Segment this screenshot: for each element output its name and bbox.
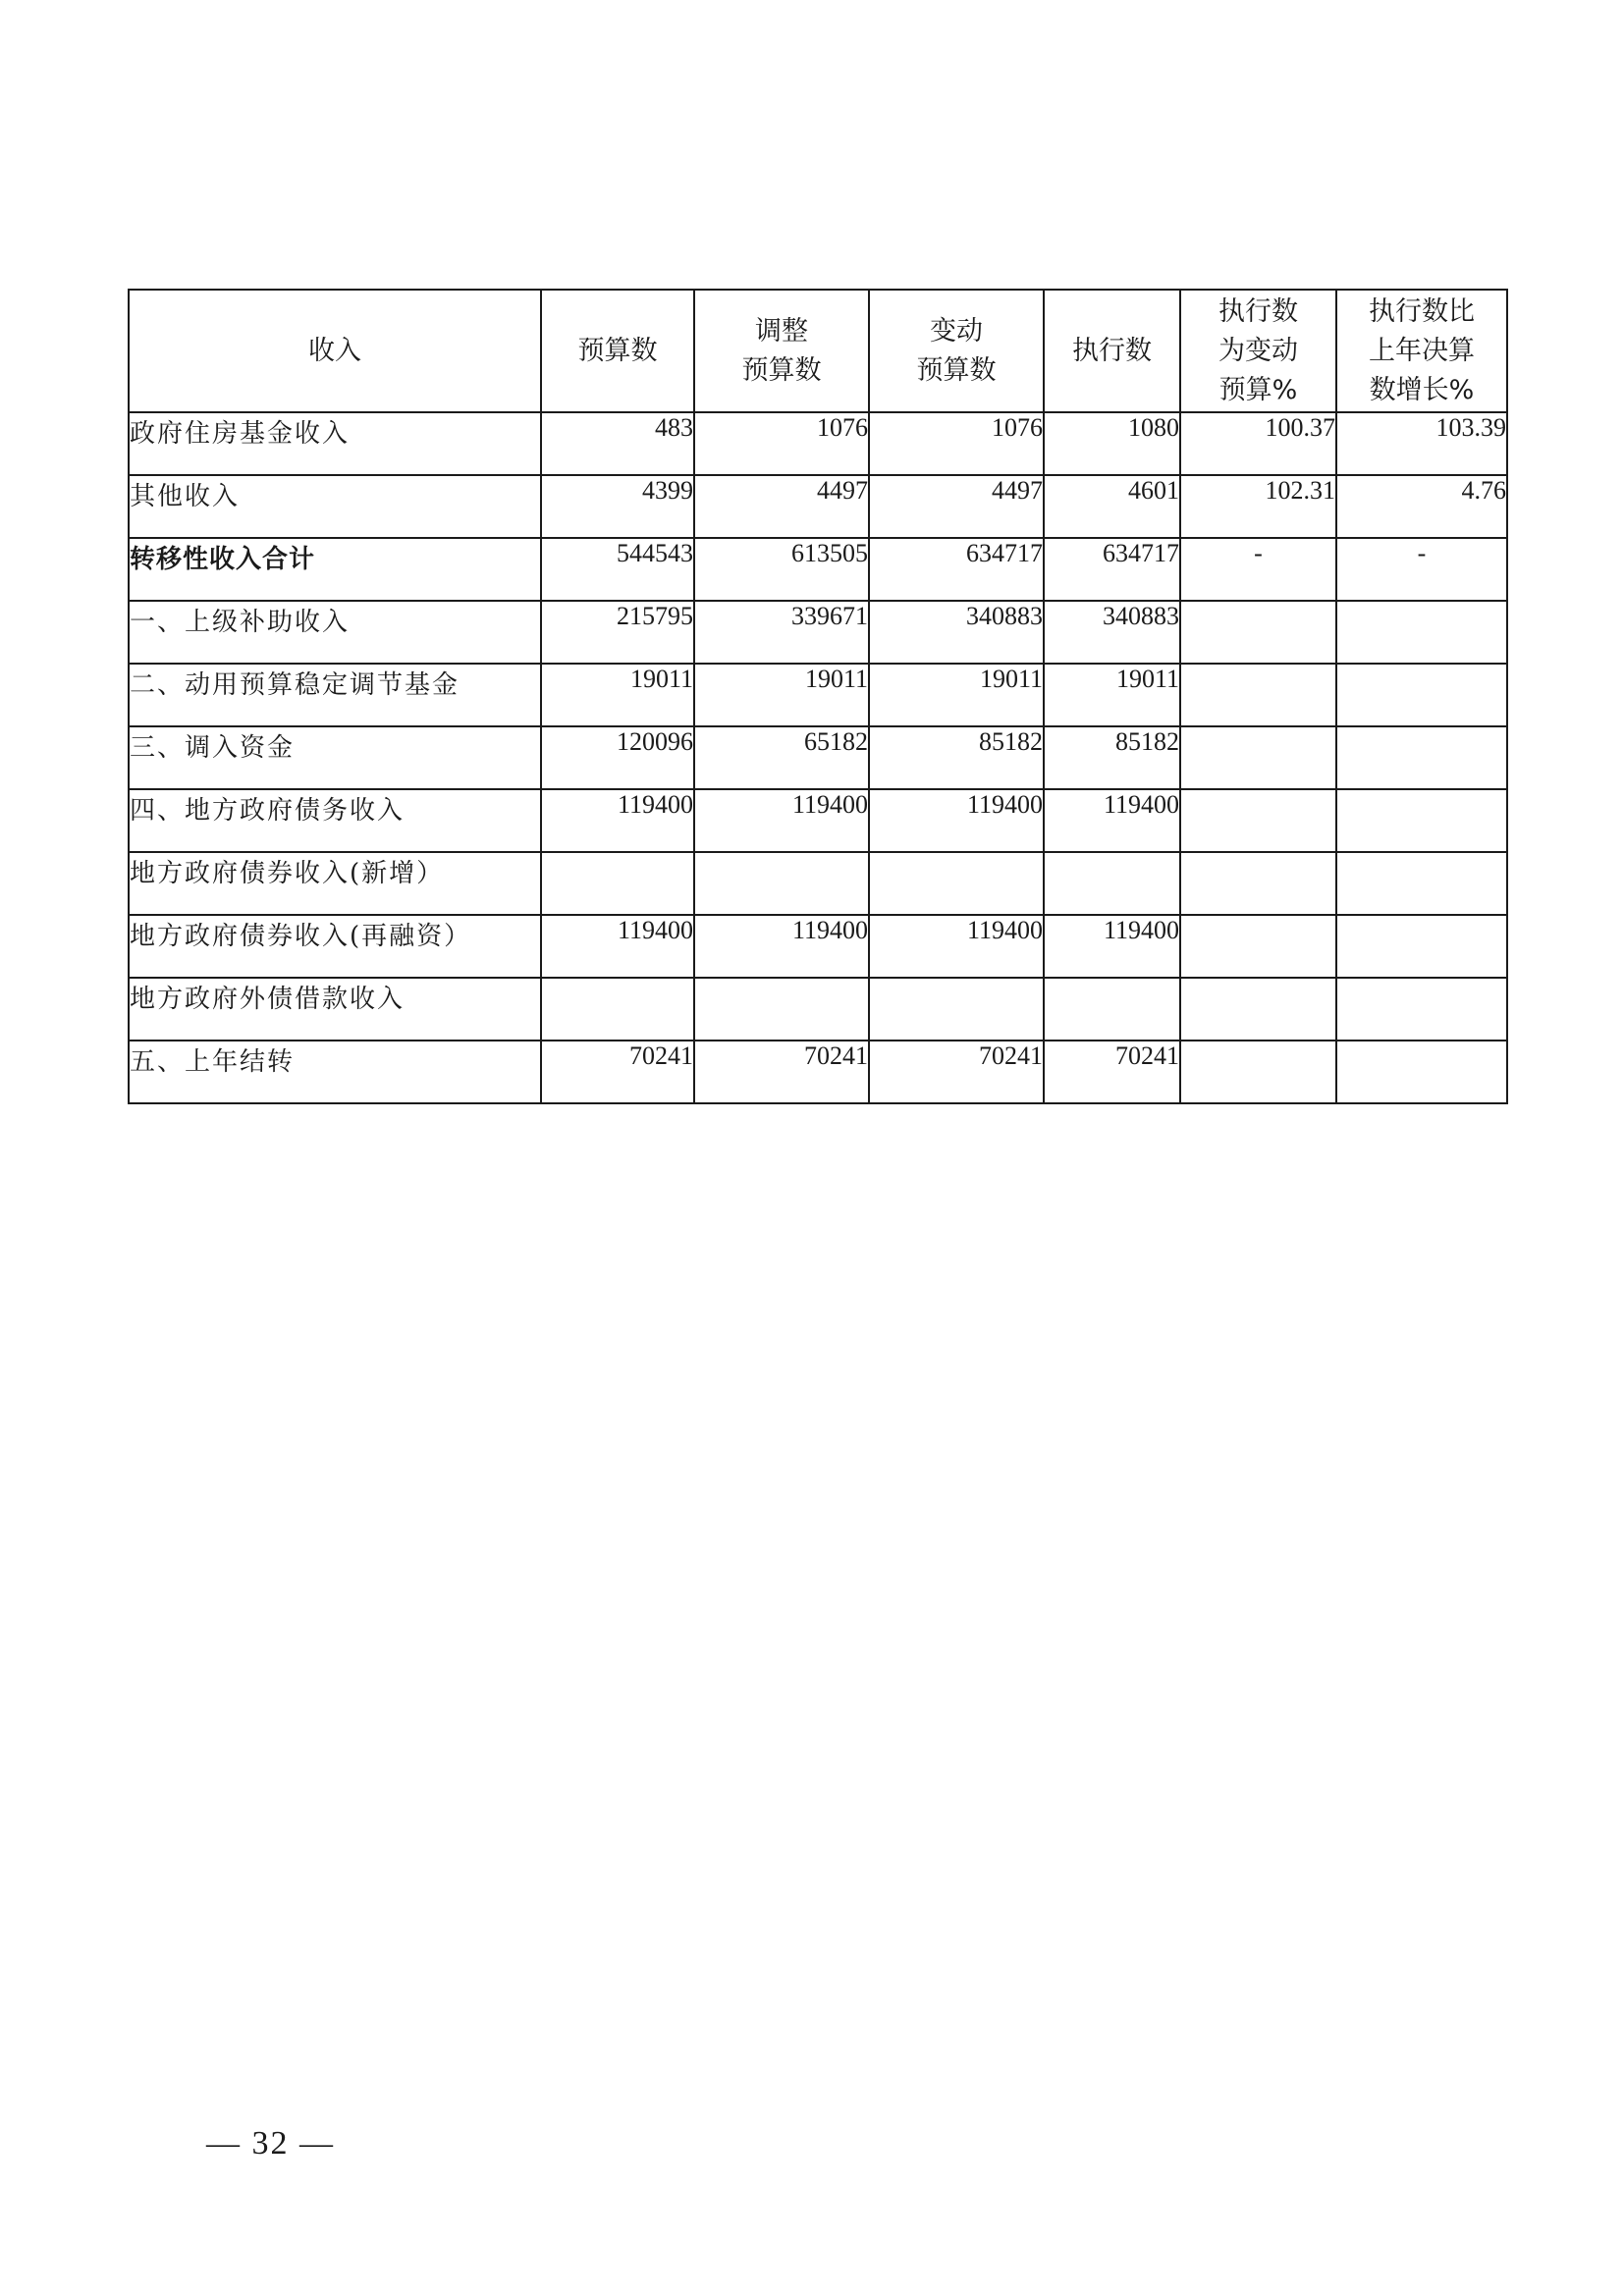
table-cell: 634717 (1044, 538, 1180, 601)
header-revenue: 收入 (129, 290, 541, 412)
table-cell: 119400 (1044, 789, 1180, 852)
revenue-table (128, 289, 1508, 1104)
table-cell: 4.76 (1336, 475, 1507, 538)
header-exec-pct-of-changed: 执行数 为变动 预算% (1180, 290, 1336, 412)
table-cell: 19011 (1044, 664, 1180, 726)
row-label: 地方政府外债借款收入 (129, 978, 541, 1041)
table-cell: 1080 (1044, 412, 1180, 475)
row-label: 四、地方政府债务收入 (129, 789, 541, 852)
table-cell: 119400 (869, 789, 1044, 852)
table-cell (1180, 664, 1336, 726)
table-cell: 4601 (1044, 475, 1180, 538)
table-cell: 4497 (869, 475, 1044, 538)
table-cell: 70241 (869, 1041, 1044, 1103)
table-cell: 119400 (694, 915, 869, 978)
table-row (129, 601, 1507, 664)
table-row (129, 726, 1507, 789)
table-row (129, 475, 1507, 538)
table-cell (1180, 601, 1336, 664)
header-growth-vs-last-year: 执行数比 上年决算 数增长% (1336, 290, 1507, 412)
table-row (129, 1041, 1507, 1103)
row-label: 二、动用预算稳定调节基金 (129, 664, 541, 726)
row-label: 三、调入资金 (129, 726, 541, 789)
table-cell: 4399 (541, 475, 694, 538)
table-cell: 339671 (694, 601, 869, 664)
row-label: 地方政府债券收入(再融资） (129, 915, 541, 978)
table-cell (1336, 664, 1507, 726)
table-cell (1180, 915, 1336, 978)
header-executed: 执行数 (1044, 290, 1180, 412)
header-changed-budget: 变动 预算数 (869, 290, 1044, 412)
table-cell: 70241 (1044, 1041, 1180, 1103)
table-cell: 19011 (541, 664, 694, 726)
table-row (129, 412, 1507, 475)
table-cell: 100.37 (1180, 412, 1336, 475)
table-cell: 1076 (869, 412, 1044, 475)
table-cell: 340883 (1044, 601, 1180, 664)
table-cell (1336, 1041, 1507, 1103)
header-budget: 预算数 (541, 290, 694, 412)
table-cell (1336, 852, 1507, 915)
table-cell (541, 978, 694, 1041)
table-cell (1044, 978, 1180, 1041)
table-cell: 70241 (694, 1041, 869, 1103)
table-cell (694, 978, 869, 1041)
row-label: 一、上级补助收入 (129, 601, 541, 664)
table-cell: 19011 (869, 664, 1044, 726)
table-cell: 544543 (541, 538, 694, 601)
table-cell: 634717 (869, 538, 1044, 601)
table-cell (1180, 789, 1336, 852)
table-cell (1336, 915, 1507, 978)
row-label: 其他收入 (129, 475, 541, 538)
table-row (129, 915, 1507, 978)
table-cell (541, 852, 694, 915)
table-cell (1336, 726, 1507, 789)
row-label: 五、上年结转 (129, 1041, 541, 1103)
table-row (129, 852, 1507, 915)
table-cell: 102.31 (1180, 475, 1336, 538)
table-cell: 119400 (869, 915, 1044, 978)
table-cell (1180, 978, 1336, 1041)
table-cell (1180, 852, 1336, 915)
table-cell: 85182 (869, 726, 1044, 789)
table-cell (1180, 726, 1336, 789)
table-cell: 120096 (541, 726, 694, 789)
row-label: 政府住房基金收入 (129, 412, 541, 475)
table-cell: 340883 (869, 601, 1044, 664)
table-cell: 119400 (541, 915, 694, 978)
table-cell (1044, 852, 1180, 915)
table-row (129, 664, 1507, 726)
table-row (129, 789, 1507, 852)
table-cell (869, 978, 1044, 1041)
table-cell: 119400 (1044, 915, 1180, 978)
table-cell: 70241 (541, 1041, 694, 1103)
table-row (129, 978, 1507, 1041)
table-cell (1336, 789, 1507, 852)
table-cell: 483 (541, 412, 694, 475)
table-cell (1180, 1041, 1336, 1103)
table-cell: 119400 (541, 789, 694, 852)
table-cell (1336, 978, 1507, 1041)
table-cell: 1076 (694, 412, 869, 475)
table-cell (869, 852, 1044, 915)
table-cell: 65182 (694, 726, 869, 789)
table-cell: 19011 (694, 664, 869, 726)
table-cell: - (1336, 538, 1507, 601)
table-cell: 4497 (694, 475, 869, 538)
table-cell: 613505 (694, 538, 869, 601)
table-cell: 215795 (541, 601, 694, 664)
table-cell: 85182 (1044, 726, 1180, 789)
table-cell: 119400 (694, 789, 869, 852)
table-cell: - (1180, 538, 1336, 601)
table-cell (1336, 601, 1507, 664)
table-cell: 103.39 (1336, 412, 1507, 475)
page-number: — 32 — (206, 2125, 335, 2162)
table-cell (694, 852, 869, 915)
header-adjusted-budget: 调整 预算数 (694, 290, 869, 412)
table-row (129, 538, 1507, 601)
row-label: 地方政府债券收入(新增） (129, 852, 541, 915)
row-label: 转移性收入合计 (129, 538, 541, 601)
table-header-row (129, 290, 1507, 412)
